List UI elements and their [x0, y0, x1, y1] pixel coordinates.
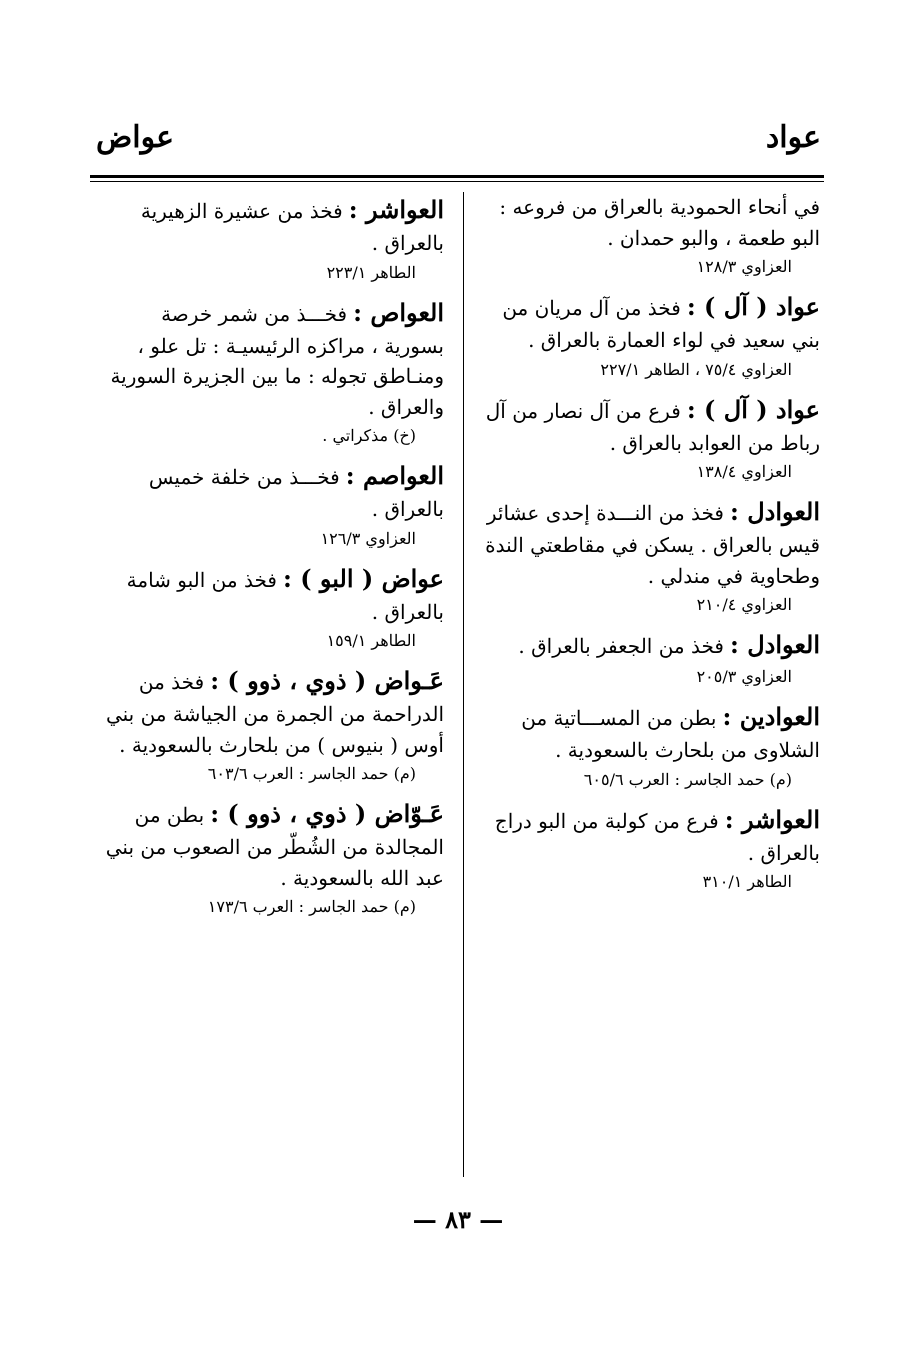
entry-source: العزاوي ١٢٨/٣: [696, 257, 792, 276]
entry-headword: العوادل :: [730, 497, 820, 526]
entry-headword: عَـوّاض ( ذوي ، ذوو ) :: [210, 799, 444, 828]
entry-headword: العوادين :: [722, 702, 820, 731]
entry-headword: عواد ( آل ) :: [686, 394, 820, 424]
entry-headword: عواد ( آل ) :: [686, 292, 820, 321]
dictionary-entry: [96, 192, 444, 285]
entry-source: (م) حمد الجاسر : العرب ٦٠٣/٦: [207, 764, 416, 783]
column-divider: [463, 192, 464, 1177]
dictionary-entry: [480, 192, 820, 279]
entry-text: فخذ من النـــدة إحدى عشائر قيس بالعراق . يسكن في مقاطعتي الندة وطحاوية في مندلي .: [485, 501, 820, 588]
dictionary-entry: [480, 289, 820, 382]
dictionary-entry: [96, 663, 444, 786]
entry-source: (خ) مذكراتي .: [322, 426, 416, 445]
entry-text: فرع من آل نصار من آل رباط من العوابد بالعراق .: [485, 398, 820, 455]
entry-source: العزاوي ١٢٦/٣: [320, 528, 416, 548]
dictionary-entry: [480, 699, 820, 792]
entry-headword: عواض ( البو ) :: [282, 563, 444, 593]
entry-headword: العواصم :: [345, 461, 444, 490]
entry-text: بطن من المجالدة من الشُطّر من الصعوب من بني عبد الله بالسعودية .: [105, 803, 444, 890]
entry-source: العزاوي ١٣٨/٤: [696, 462, 792, 481]
entry-text: فرع من كولبة من البو دراج بالعراق .: [494, 808, 820, 865]
entry-text: فخـــذ من خلفة خميس بالعراق .: [148, 465, 444, 521]
entry-source: (م) حمد الجاسر : العرب ١٧٣/٦: [207, 897, 416, 916]
entry-text: فخذ من الجعفر بالعراق .: [518, 634, 724, 658]
entry-source: العزاوي ٧٥/٤ ، الطاهر ٢٢٧/١: [600, 359, 792, 379]
entry-headword: العوادل :: [730, 630, 820, 659]
entry-source: العزاوي ٢٠٥/٣: [696, 667, 792, 686]
dictionary-entry: [96, 458, 444, 551]
entry-text: بطن من المســـاتية من الشلاوى من بلحارث بالسعودية .: [521, 706, 820, 762]
entry-text: فخذ من الدراحمة من الجمرة من الجياشة من بني أوس ( بنيوس ) من بلحارث بالسعودية .: [105, 670, 444, 757]
entry-headword: عَـواض ( ذوي ، ذوو ) :: [210, 666, 444, 695]
entry-headword: العواشر :: [724, 804, 820, 834]
dictionary-entry: [96, 561, 444, 654]
entry-source: الطاهر ١٥٩/١: [326, 631, 416, 650]
entry-source: العزاوي ٢١٠/٤: [696, 595, 792, 614]
left-column: [96, 192, 444, 929]
dictionary-entry: [480, 494, 820, 617]
entry-text: فخذ من آل مريان من بني سعيد في لواء العمارة بالعراق .: [502, 296, 820, 352]
entry-source: الطاهر ٣١٠/١: [702, 872, 792, 891]
entry-headword: العواص :: [353, 297, 444, 327]
entry-headword: العواشر :: [348, 195, 444, 224]
entry-text: فخذ من عشيرة الزهيرية بالعراق .: [140, 199, 444, 255]
dictionary-entry: [480, 392, 820, 485]
dictionary-entry: [96, 295, 444, 449]
dictionary-entry: [96, 796, 444, 919]
entry-text: فخذ من البو شامة بالعراق .: [126, 567, 444, 624]
entry-text: في أنحاء الحمودية بالعراق من فروعه : البو طعمة ، والبو حمدان .: [499, 195, 820, 250]
running-header-left: عواض: [96, 120, 175, 155]
right-column: [480, 192, 820, 904]
dictionary-entry: [480, 802, 820, 895]
page-number: — ٨٣ —: [412, 1205, 504, 1234]
header-rule-thick: [90, 175, 824, 178]
entry-text: فخـــذ من شمر خرصة بسورية ، مراكزه الرئيسيـة : تل علو ، ومنـاطق تجوله : ما بين الجزيرة السورية والعراق .: [110, 301, 444, 419]
running-header-right: عواد: [765, 120, 821, 155]
entry-source: (م) حمد الجاسر : العرب ٦٠٥/٦: [583, 769, 792, 789]
entry-source: الطاهر ٢٢٣/١: [326, 262, 416, 282]
header-rule-thin: [90, 181, 824, 182]
dictionary-entry: [480, 627, 820, 689]
